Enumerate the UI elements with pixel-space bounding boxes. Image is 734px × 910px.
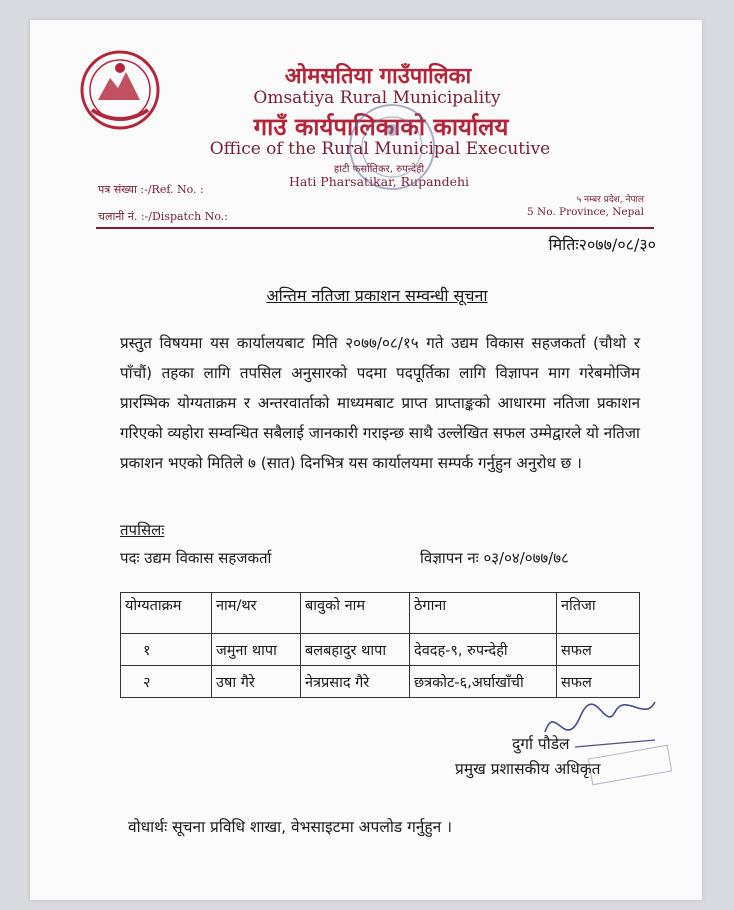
letter-date: मितिः२०७७/०८/३० — [548, 235, 656, 254]
cc-note: वोधार्थः सूचना प्रविधि शाखा, वेभसाइटमा अपलोड गर्नुहुन । — [128, 818, 453, 836]
results-table — [120, 592, 640, 698]
office-name-np: गाउँ कार्यपालिकाको कार्यालय — [253, 113, 509, 141]
org-name-np: ओमसतिया गाउँपालिका — [284, 64, 472, 89]
table-cell: १ — [121, 634, 212, 666]
table-cell: बलबहादुर थापा — [301, 634, 410, 666]
subject-heading: अन्तिम नतिजा प्रकाशन सम्वन्धी सूचना — [266, 286, 488, 305]
table-cell: सफल — [557, 634, 640, 666]
table-row — [121, 634, 640, 666]
tapasil-label: तपसिलः — [120, 521, 165, 539]
signatory-name: दुर्गा पौडेल — [512, 735, 570, 753]
office-name-en: Office of the Rural Municipal Executive — [209, 139, 551, 159]
ref-no-label: पत्र संख्या :-/Ref. No. : — [98, 183, 204, 196]
table-cell: छत्रकोट-६,अर्घाखाँची — [410, 666, 557, 698]
post-title: पदः उद्यम विकास सहजकर्ता — [120, 549, 272, 567]
table-header: बावुको नाम — [301, 593, 410, 634]
header-divider — [96, 227, 654, 229]
table-cell: सफल — [557, 666, 640, 698]
table-cell: उषा गैरे — [212, 666, 301, 698]
province-en: 5 No. Province, Nepal — [527, 206, 644, 218]
table-header: ठेगाना — [410, 593, 557, 634]
signatory-title: प्रमुख प्रशासकीय अधिकृत — [455, 760, 601, 778]
advertisement-number: विज्ञापन नः ०३/०४/०७७/७८ — [420, 549, 569, 567]
dispatch-no-label: चलानी नं. :-/Dispatch No.: — [98, 210, 228, 223]
table-header-row — [121, 593, 640, 634]
province-np: ५ नम्बर प्रदेश, नेपाल — [576, 195, 644, 205]
table-cell: जमुना थापा — [212, 634, 301, 666]
notice-body: प्रस्तुत विषयमा यस कार्यालयबाट मिति २०७७/०८/१५ गते उद्यम विकास सहजकर्ता (चौथो र पाँचौं) तहका लागि तपसिल अनुसारको पदमा पदपूर्तिका लागि विज्ञापन माग गरेबमोजिम प्रारम्भिक योग्यताक्रम र अन्तरवार्ताको माध्यमबाट प्राप्त प्राप्ताङ्कको आधारमा नतिजा प्रकाशन गरिएको व्यहोरा सम्वन्धित सबैलाई जानकारी गराइन्छ साथै उल्लेखित सफल उम्मेद्वारले यो नतिजा प्रकाशन भएको मितिले ७ (सात) दिनभित्र यस कार्यालयमा सम्पर्क गर्नुहुन अनुरोध छ । — [120, 334, 640, 472]
org-name-en: Omsatiya Rural Municipality — [253, 88, 501, 108]
table-header: योग्यताक्रम — [121, 593, 212, 634]
table-cell: २ — [121, 666, 212, 698]
table-cell: देवदह-९, रुपन्देही — [410, 634, 557, 666]
office-stamp — [345, 100, 440, 195]
address-en: Hati Pharsatikar, Rupandehi — [288, 174, 470, 189]
table-header: नाम/थर — [212, 593, 301, 634]
table-header: नतिजा — [557, 593, 640, 634]
table-cell: नेत्रप्रसाद गैरे — [301, 666, 410, 698]
address-np: हाटी फर्सातिकर, रुपन्देही — [333, 164, 425, 175]
